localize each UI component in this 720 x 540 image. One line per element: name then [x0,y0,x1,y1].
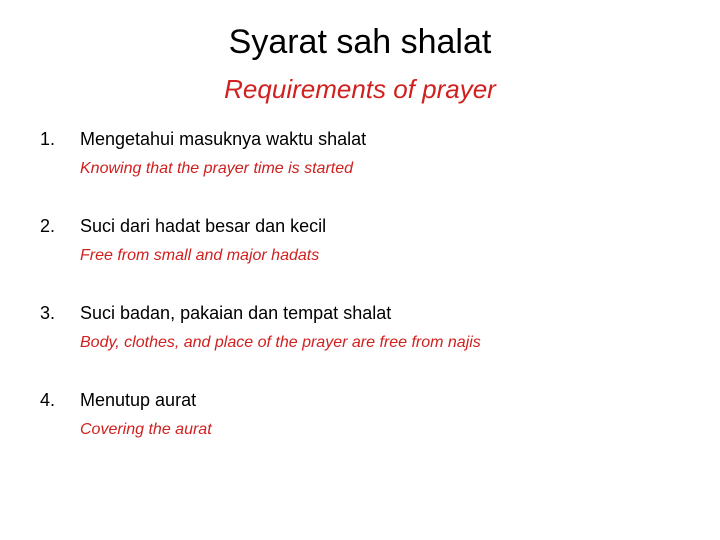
item-text: Mengetahui masuknya waktu shalat [80,129,367,149]
item-text: Suci badan, pakaian dan tempat shalat [80,303,392,323]
item-translation: Free from small and major hadats [80,247,320,264]
list-item [40,215,700,302]
list-item [40,128,700,215]
item-number: 3. [40,303,56,323]
item-number: 4. [40,390,56,410]
list-item [40,389,700,476]
item-number: 1. [40,129,56,149]
slide-title: Syarat sah shalat [228,23,492,61]
item-text: Menutup aurat [80,390,197,410]
requirements-list [40,128,700,476]
slide-subtitle: Requirements of prayer [224,74,496,104]
item-translation: Covering the aurat [80,421,212,438]
item-translation: Body, clothes, and place of the prayer are free from najis [80,334,481,351]
item-number: 2. [40,216,56,236]
list-item [40,302,700,389]
item-text: Suci dari hadat besar dan kecil [80,216,327,236]
item-translation: Knowing that the prayer time is started [80,160,354,177]
